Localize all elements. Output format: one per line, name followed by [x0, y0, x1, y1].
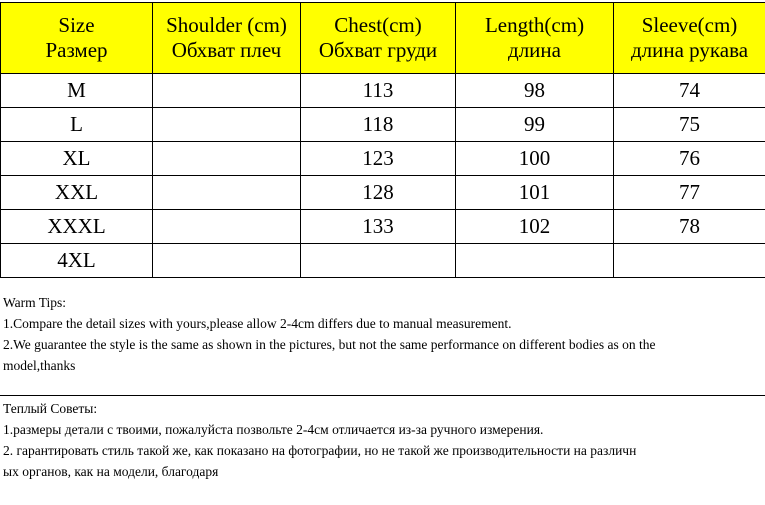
header-chest-ru: Обхват груди [318, 38, 438, 62]
cell-size: XXXL [1, 210, 153, 244]
header-length-en: Length(cm) [484, 12, 585, 37]
table-row [1, 210, 765, 244]
tips-line: model,thanks [3, 358, 76, 373]
cell-shoulder [153, 244, 301, 278]
cell-sleeve [614, 244, 765, 278]
tips-line: 1.размеры детали с твоими, пожалуйста позвольте 2-4см отличается из-за ручного измерения. [3, 422, 544, 437]
section-divider [0, 395, 765, 396]
cell-length: 98 [456, 74, 614, 108]
table-header-row [1, 3, 765, 74]
header-chest [301, 3, 456, 74]
cell-chest: 133 [301, 210, 456, 244]
tips-line: ых органов, как на модели, благодаря [3, 464, 219, 479]
table-row [1, 244, 765, 278]
cell-size: 4XL [1, 244, 153, 278]
cell-length: 99 [456, 108, 614, 142]
header-length-ru: длина [508, 38, 561, 62]
header-shoulder-en: Shoulder (cm) [166, 12, 287, 37]
header-size-en: Size [58, 12, 95, 37]
cell-shoulder [153, 74, 301, 108]
cell-length: 101 [456, 176, 614, 210]
cell-shoulder [153, 108, 301, 142]
table-row [1, 108, 765, 142]
cell-chest: 123 [301, 142, 456, 176]
header-size [1, 3, 153, 74]
cell-size: XL [1, 142, 153, 176]
cell-shoulder [153, 210, 301, 244]
cell-chest: 113 [301, 74, 456, 108]
size-chart-table [0, 2, 765, 278]
cell-size: M [1, 74, 153, 108]
cell-chest [301, 244, 456, 278]
header-sleeve [614, 3, 765, 74]
header-chest-en: Chest(cm) [334, 12, 422, 37]
cell-chest: 118 [301, 108, 456, 142]
tips-line: 2.We guarantee the style is the same as shown in the pictures, but not the same performance on different bodies as on the [3, 337, 656, 352]
cell-size: XXL [1, 176, 153, 210]
header-length [456, 3, 614, 74]
cell-size: L [1, 108, 153, 142]
table-row [1, 176, 765, 210]
cell-sleeve: 78 [614, 210, 765, 244]
tips-line: 1.Compare the detail sizes with yours,please allow 2-4cm differs due to manual measurement. [3, 316, 512, 331]
warm-tips-english [3, 292, 655, 376]
cell-sleeve: 77 [614, 176, 765, 210]
header-sleeve-ru: длина рукава [630, 38, 749, 62]
tips-line: 2. гарантировать стиль такой же, как показано на фотографии, но не такой же производительности на различн [3, 443, 637, 458]
header-sleeve-en: Sleeve(cm) [641, 12, 738, 37]
cell-sleeve: 75 [614, 108, 765, 142]
tips-title: Теплый Советы: [3, 401, 98, 416]
tips-title: Warm Tips: [3, 295, 67, 310]
cell-shoulder [153, 142, 301, 176]
warm-tips-russian [3, 398, 636, 482]
cell-sleeve: 74 [614, 74, 765, 108]
cell-sleeve: 76 [614, 142, 765, 176]
cell-length [456, 244, 614, 278]
cell-length: 102 [456, 210, 614, 244]
header-size-ru: Размер [45, 38, 108, 62]
cell-length: 100 [456, 142, 614, 176]
table-row [1, 74, 765, 108]
header-shoulder-ru: Обхват плеч [171, 38, 282, 62]
cell-chest: 128 [301, 176, 456, 210]
cell-shoulder [153, 176, 301, 210]
table-row [1, 142, 765, 176]
header-shoulder [153, 3, 301, 74]
